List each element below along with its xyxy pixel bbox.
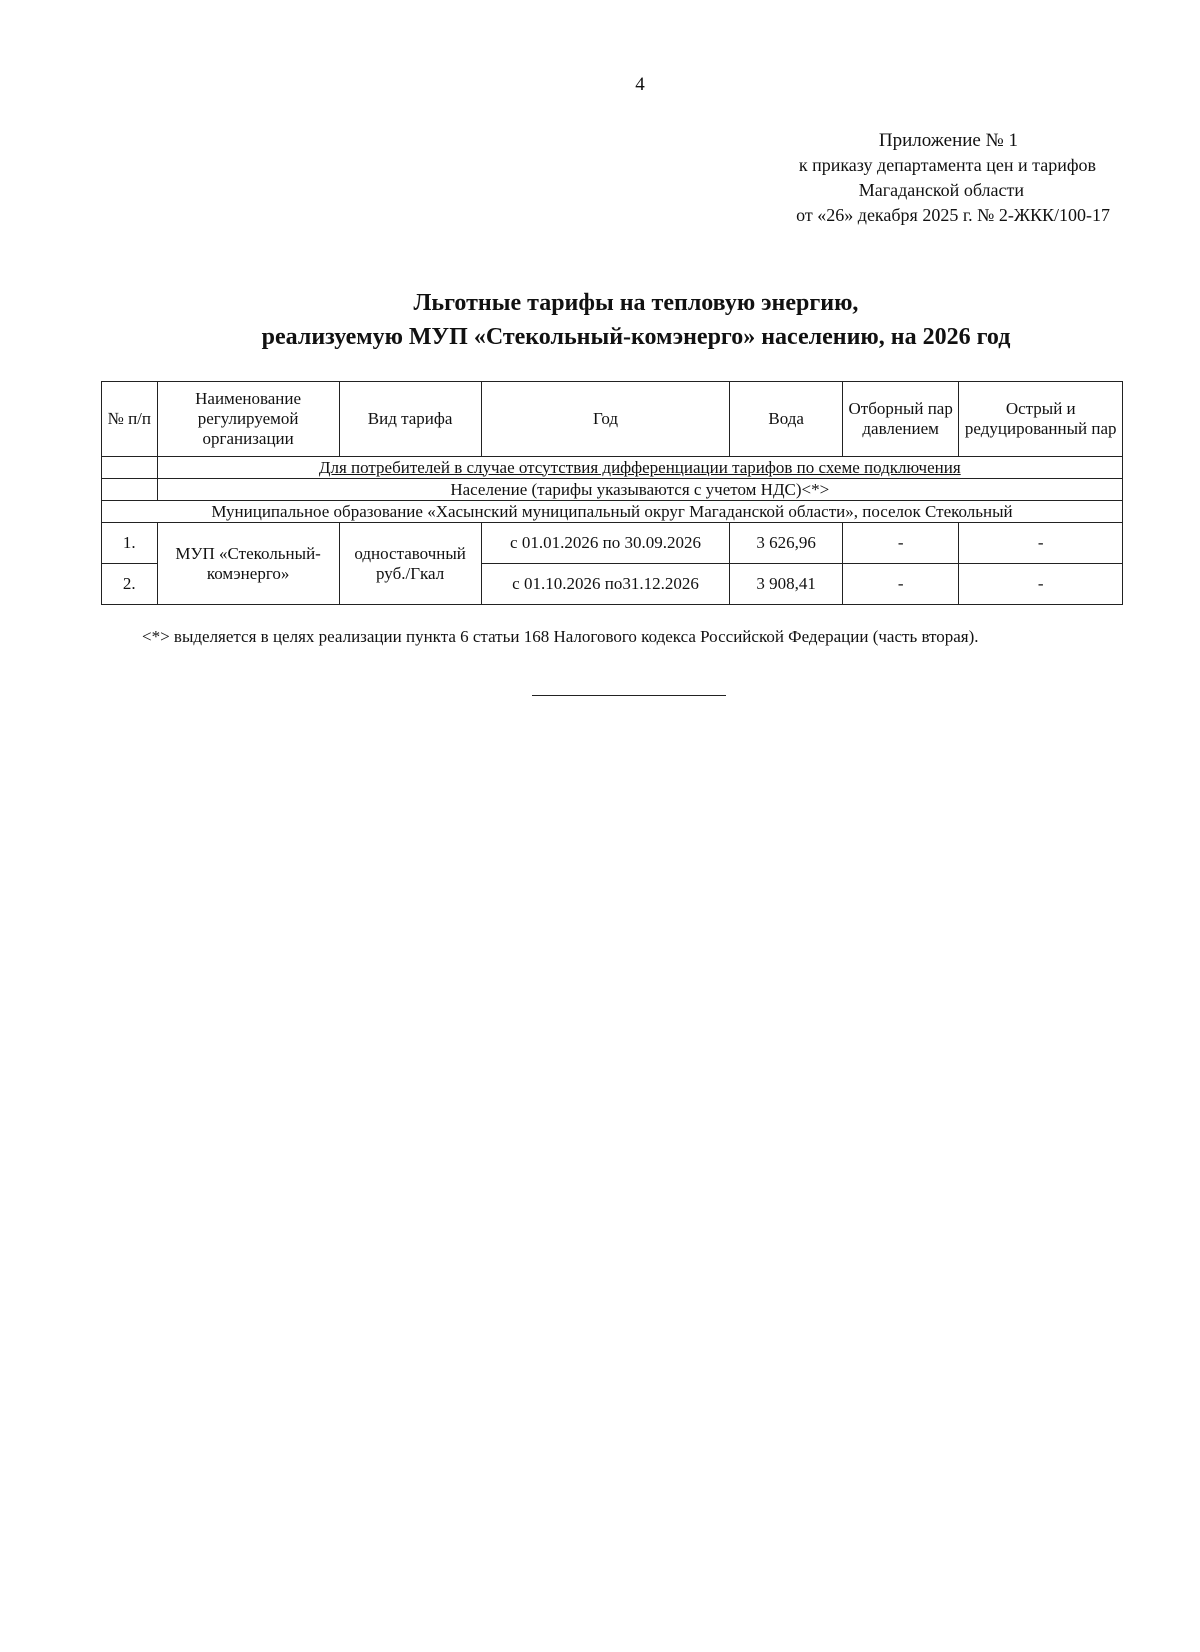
- page-number: 4: [635, 74, 645, 95]
- row-1-water: 3 626,96: [730, 523, 842, 564]
- municipality-row: [102, 501, 1123, 523]
- appendix-order-ref: к приказу департамента цен и тарифов: [798, 155, 1096, 175]
- appendix-title: Приложение № 1: [878, 130, 1018, 151]
- title-line-1: Льготные тарифы на тепловую энергию,: [413, 290, 859, 316]
- header-selected-steam: Отборный пар давлением: [842, 382, 959, 457]
- table-row: [102, 523, 1123, 564]
- footnote: <*> выделяется в целях реализации пункта 6 статьи 168 Налогового кодекса Российской Федерации (часть вторая).: [142, 627, 979, 646]
- appendix-region: Магаданской области: [858, 180, 1024, 200]
- section-row-1-blank: [102, 457, 158, 479]
- tariff-table: [101, 381, 1123, 605]
- section-consumers: [157, 457, 1122, 479]
- section-consumers-text: Для потребителей в случае отсутствия дифференциации тарифов по схеме подключения: [318, 457, 961, 477]
- header-num: № п/п: [102, 382, 158, 457]
- row-1-period: с 01.01.2026 по 30.09.2026: [481, 523, 730, 564]
- section-row-2: [102, 479, 1123, 501]
- row-1-sharp-steam: -: [959, 523, 1123, 564]
- table-header-row: [102, 382, 1123, 457]
- header-year: Год: [481, 382, 730, 457]
- municipality-cell: Муниципальное образование «Хасынский муниципальный округ Магаданской области», поселок Стекольный: [102, 501, 1123, 523]
- header-org: Наименование регулируемой организации: [157, 382, 339, 457]
- section-row-2-blank: [102, 479, 158, 501]
- appendix-header: [650, 128, 1110, 228]
- row-2-num: 2.: [102, 564, 158, 605]
- row-2-water: 3 908,41: [730, 564, 842, 605]
- section-row-1: [102, 457, 1123, 479]
- row-1-selected-steam: -: [842, 523, 959, 564]
- tariff-type-cell: одноставочный руб./Гкал: [339, 523, 481, 605]
- header-tariff-type: Вид тарифа: [339, 382, 481, 457]
- title-line-2: реализуемую МУП «Стекольный-комэнерго» населению, на 2026 год: [261, 324, 1011, 350]
- section-population: Население (тарифы указываются с учетом НДС)<*>: [157, 479, 1122, 501]
- document-title: [96, 286, 1176, 354]
- header-sharp-steam: Острый и редуцированный пар: [959, 382, 1123, 457]
- header-water: Вода: [730, 382, 842, 457]
- end-divider: [532, 695, 726, 696]
- organization-cell: МУП «Стекольный-комэнерго»: [157, 523, 339, 605]
- row-2-period: с 01.10.2026 по31.12.2026: [481, 564, 730, 605]
- row-1-num: 1.: [102, 523, 158, 564]
- row-2-selected-steam: -: [842, 564, 959, 605]
- appendix-order-date: от «26» декабря 2025 г. № 2-ЖКК/100-17: [796, 205, 1110, 225]
- row-2-sharp-steam: -: [959, 564, 1123, 605]
